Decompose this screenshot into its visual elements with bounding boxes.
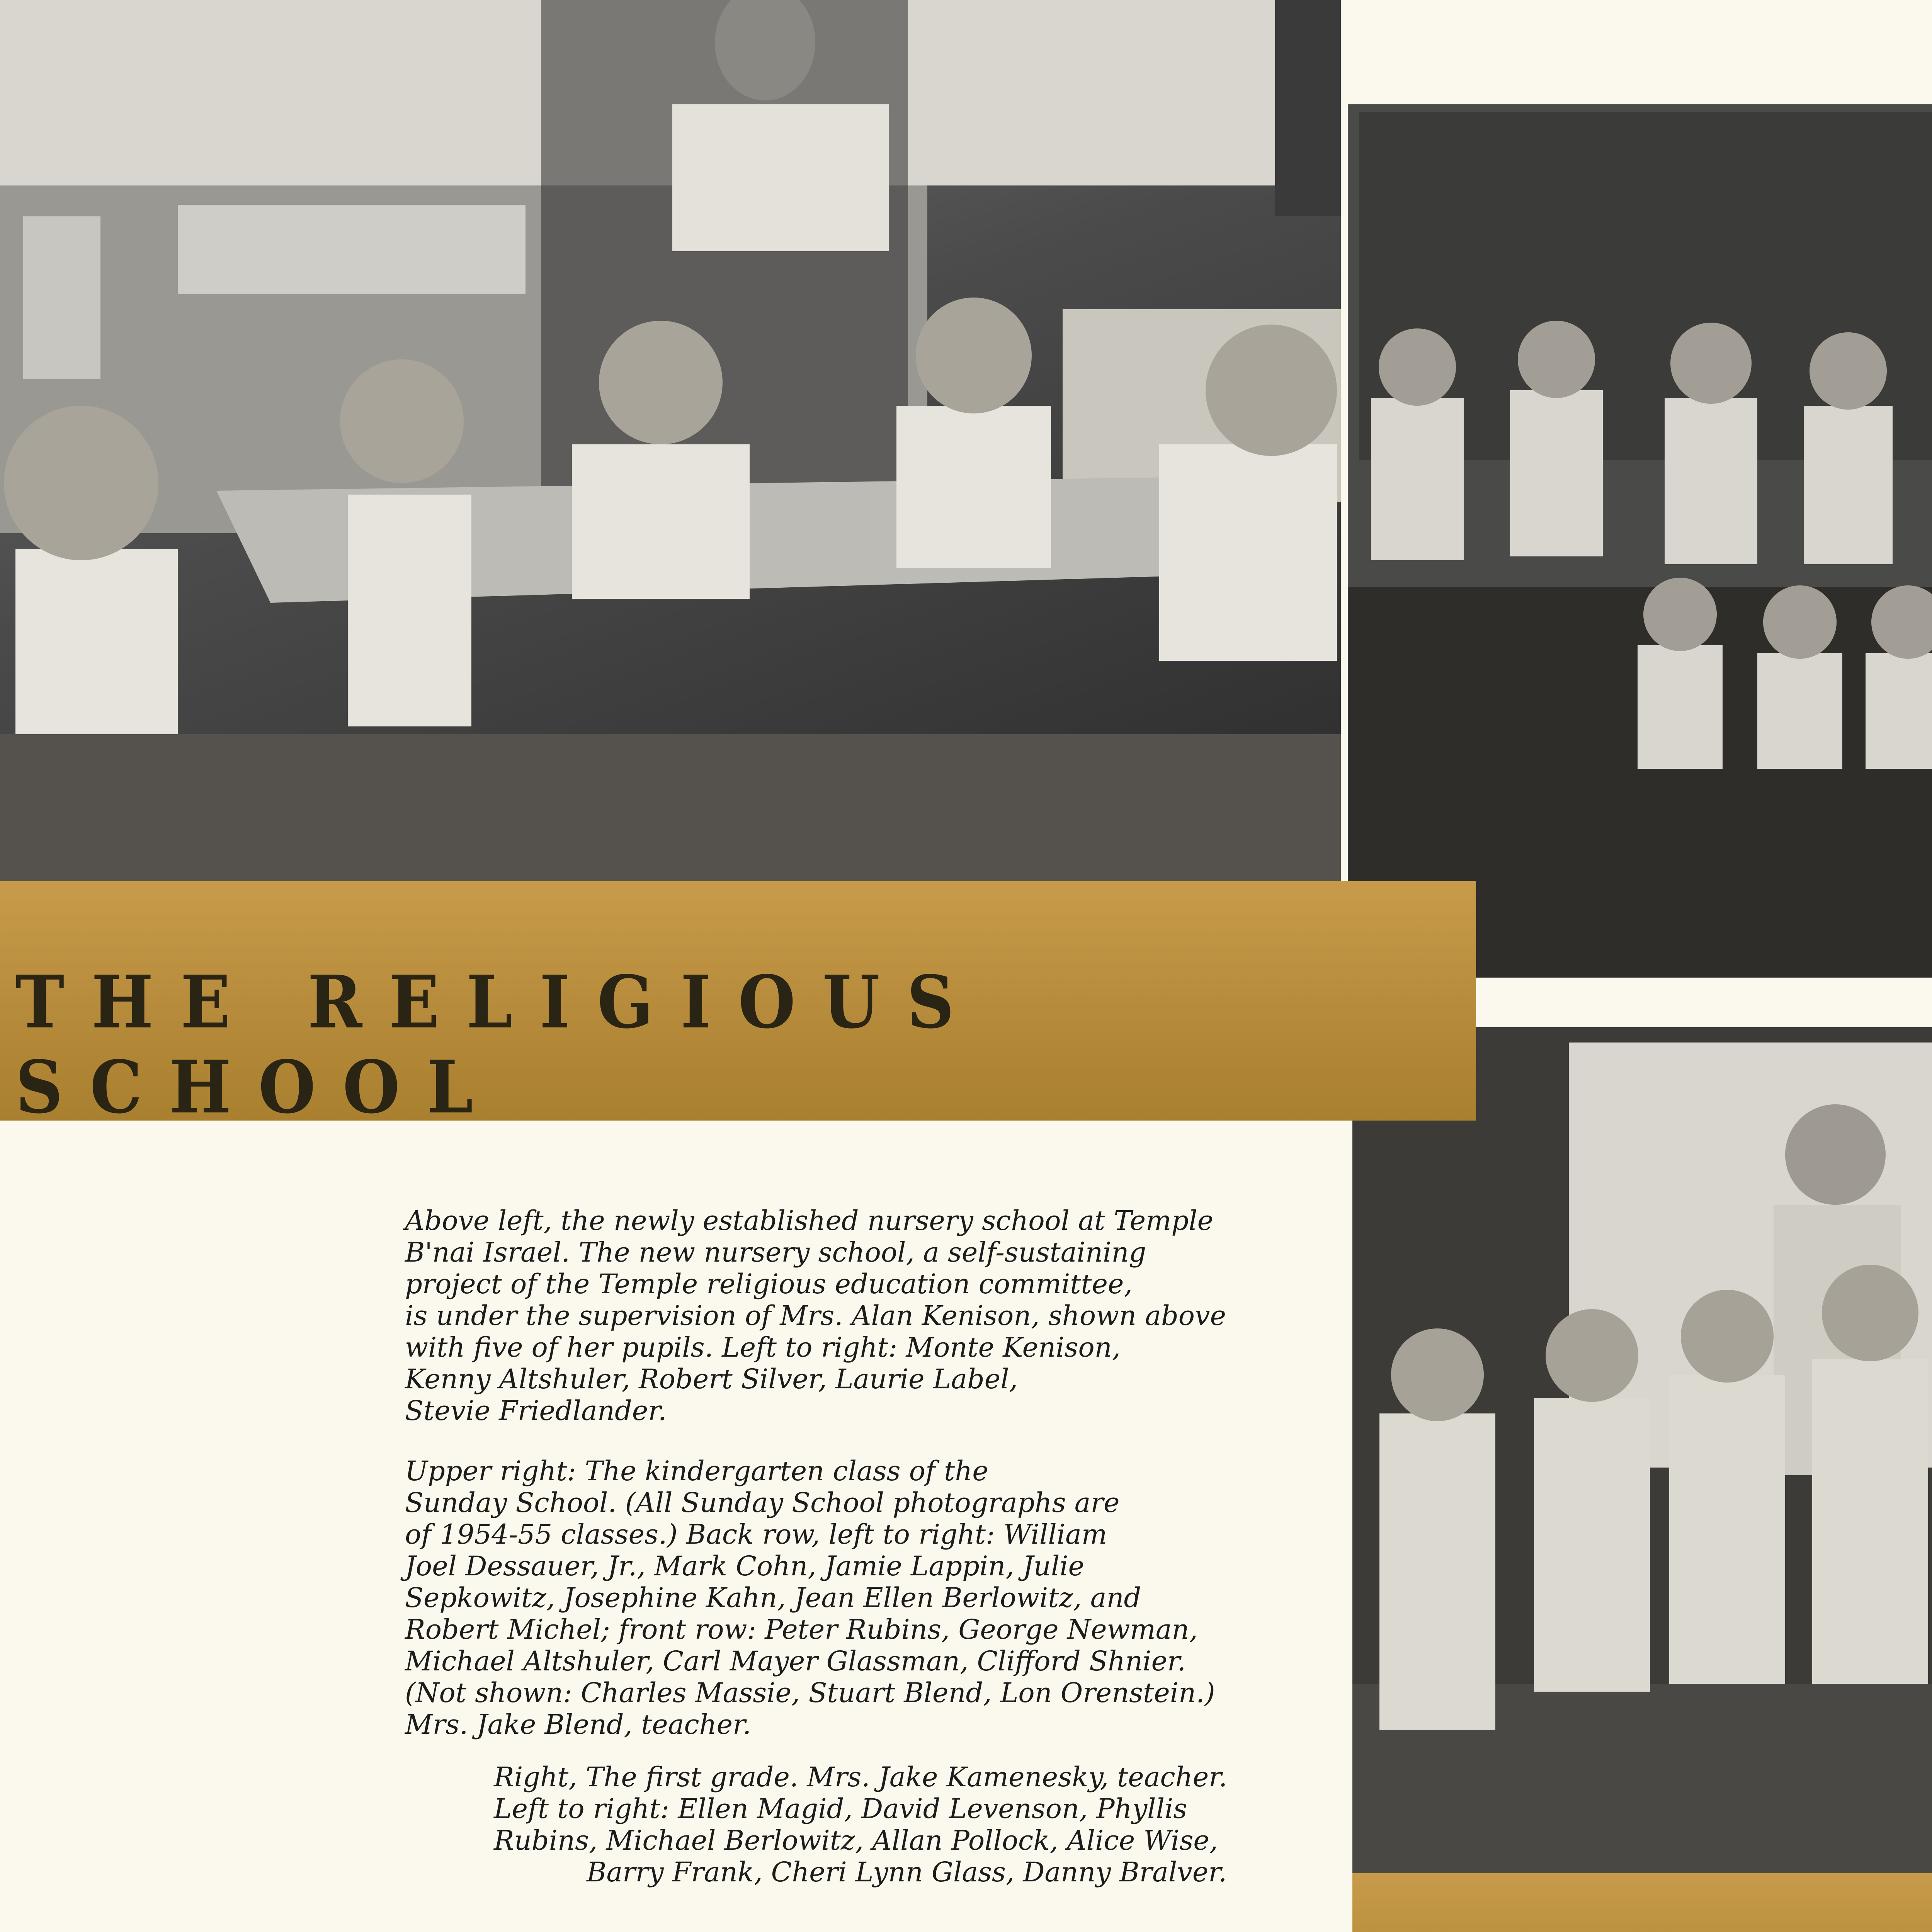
caption-line: Above left, the newly established nursery school at Temple [405, 1205, 1214, 1236]
caption-line: Sunday School. (All Sunday School photographs are [405, 1487, 1120, 1519]
caption-line: Kenny Altshuler, Robert Silver, Laurie Label, [405, 1363, 1018, 1395]
caption-line: Michael Altshuler, Carl Mayer Glassman, Clifford Shnier. [405, 1645, 1186, 1677]
classroom-photo-icon [0, 0, 1341, 889]
classroom-photo-icon [1348, 104, 1932, 978]
caption-line: B'nai Israel. The new nursery school, a self-sustaining [405, 1236, 1146, 1268]
page-title: THE RELIGIOUS SCHOOL [15, 959, 981, 1130]
caption-line: Sepkowitz, Josephine Kahn, Jean Ellen Berlowitz, and [405, 1582, 1141, 1614]
caption-line: (Not shown: Charles Massie, Stuart Blend, Lon Orenstein.) [405, 1677, 1215, 1709]
nursery-caption [405, 1205, 1267, 1427]
caption-line: of 1954-55 classes.) Back row, left to right: William [405, 1519, 1107, 1550]
caption-line: Upper right: The kindergarten class of the [405, 1455, 988, 1487]
caption-line: Robert Michel; front row: Peter Rubins, George Newman, [405, 1614, 1198, 1645]
caption-line: with five of her pupils. Left to right: Monte Kenison, [405, 1332, 1121, 1363]
caption-line: Mrs. Jake Blend, teacher. [405, 1709, 752, 1740]
caption-line: Barry Frank, Cheri Lynn Glass, Danny Bralver. [587, 1856, 1227, 1888]
caption-line: is under the supervision of Mrs. Alan Kenison, shown above [405, 1300, 1226, 1332]
nursery-school-photo [0, 0, 1341, 889]
caption-line: Left to right: Ellen Magid, David Levenson, Phyllis [494, 1793, 1187, 1825]
caption-line: project of the Temple religious education committee, [405, 1268, 1133, 1300]
caption-line: Joel Dessauer, Jr., Mark Cohn, Jamie Lappin, Julie [405, 1550, 1085, 1582]
caption-line: Stevie Friedlander. [405, 1395, 667, 1427]
bottom-gold-band [1352, 1873, 1932, 1932]
kindergarten-class-photo [1348, 104, 1932, 978]
first-grade-caption [455, 1761, 1270, 1888]
caption-line: Rubins, Michael Berlowitz, Allan Pollock, Alice Wise, [494, 1825, 1218, 1856]
caption-line: Right, The first grade. Mrs. Jake Kamenesky, teacher. [494, 1761, 1228, 1793]
kindergarten-caption [405, 1455, 1267, 1740]
